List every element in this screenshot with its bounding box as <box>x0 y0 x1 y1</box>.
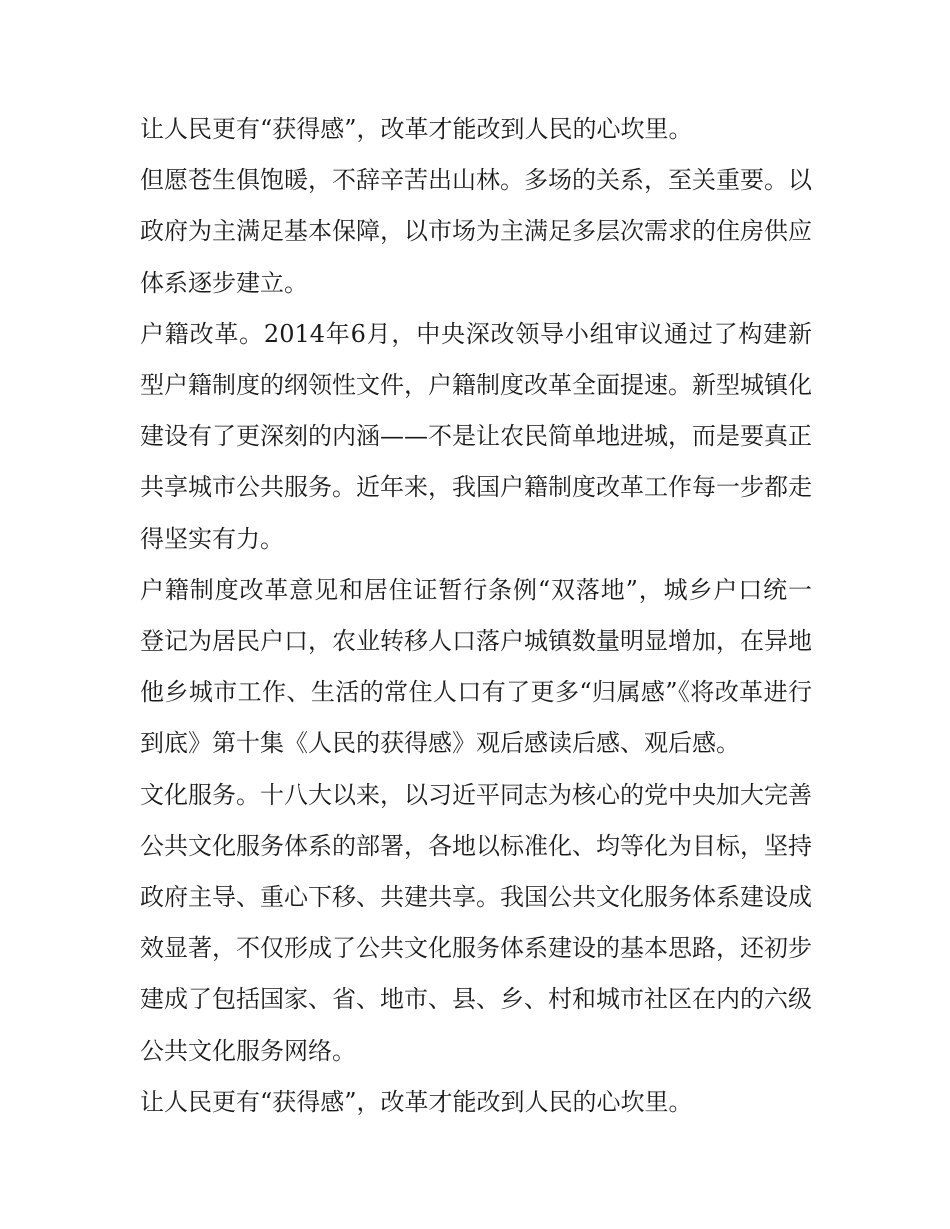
paragraph-3: 户籍改革。2014年6月，中央深改领导小组审议通过了构建新型户籍制度的纲领性文件，户籍制度改革全面提速。新型城镇化建设有了更深刻的内涵——不是让农民简单地进城，而是要真正共享城市公共服务。近年来，我国户籍制度改革工作每一步都走得坚实有力。 <box>140 319 812 553</box>
paragraph-2: 但愿苍生俱饱暖，不辞辛苦出山林。多场的关系，至关重要。以政府为主满足基本保障，以市场为主满足多层次需求的住房供应体系逐步建立。 <box>140 166 812 297</box>
paragraph-1: 让人民更有“获得感”，改革才能改到人民的心坎里。 <box>140 115 693 143</box>
document-body <box>140 104 812 1128</box>
paragraph-4: 户籍制度改革意见和居住证暂行条例“双落地”，城乡户口统一登记为居民户口，农业转移人口落户城镇数量明显增加，在异地他乡城市工作、生活的常住人口有了更多“归属感”《将改革进行到底》第十集《人民的获得感》观后感读后感、观后感。 <box>140 575 812 758</box>
paragraph-6: 让人民更有“获得感”，改革才能改到人民的心坎里。 <box>140 1087 693 1116</box>
paragraph-5: 文化服务。十八大以来，以习近平同志为核心的党中央加大完善公共文化服务体系的部署，各地以标准化、均等化为目标，坚持政府主导、重心下移、共建共享。我国公共文化服务体系建设成效显著，不仅形成了公共文化服务体系建设的基本思路，还初步建成了包括国家、省、地市、县、乡、村和城市社区在内的六级公共文化服务网络。 <box>140 780 812 1065</box>
